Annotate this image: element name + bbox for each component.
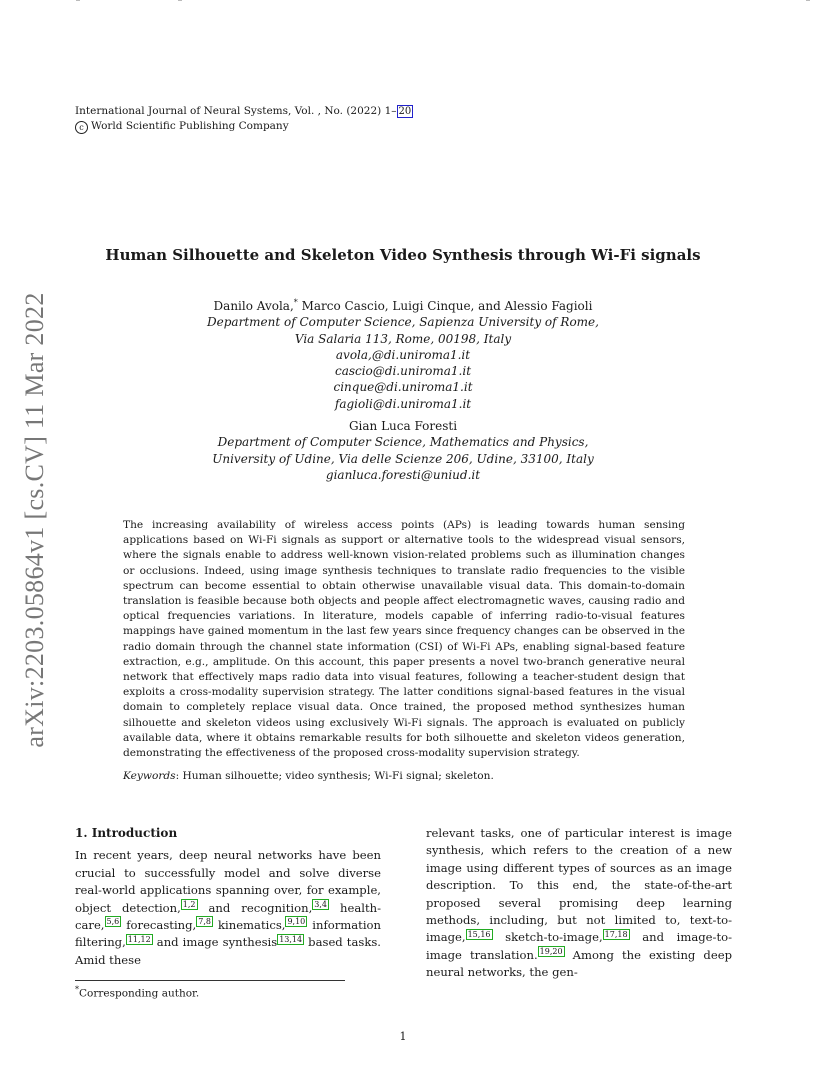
citation-link[interactable]: 19,20 [539, 946, 563, 956]
affiliation: Via Salaria 113, Rome, 00198, Italy [294, 331, 512, 346]
email: gianluca.foresti@uniud.it [325, 467, 481, 482]
journal-line: International Journal of Neural Systems, Vol. , No. (2022) 1– 20 [75, 105, 412, 117]
author-block [0, 295, 806, 483]
footnote-mark: * [75, 985, 79, 994]
section-heading: 1. Introduction [75, 826, 178, 840]
intro-left-column [75, 825, 381, 969]
intro-paragraph: relevant tasks, one of particular interest is image synthesis, which refers to the creation of a new image using different types of sources as an image description. To this end, the state-of-the-art proposed several promising deep learning methods, including, but not limited to, text-to-image, $^{15,16}$ sketch-to-image, $^{17,18}$ and image-to-image translation. $^{19,20}$ Among the existing deep neural networks, the gen- [426, 826, 733, 980]
citation-link[interactable]: 15,16 [467, 929, 491, 939]
citation-link[interactable]: 1,2 [182, 899, 196, 909]
footnote-rule [75, 980, 345, 981]
crop-mark [178, 0, 182, 1]
author-name: Gian Luca Foresti [348, 419, 458, 434]
affiliation: University of Udine, Via delle Scienze 206, Udine, 33100, Italy [212, 451, 594, 466]
affiliation: Department of Computer Science, Mathematics and Physics, [217, 435, 589, 450]
paper-title: Human Silhouette and Skeleton Video Synthesis through Wi-Fi signals [105, 246, 701, 264]
citation-link[interactable]: 13,14 [279, 934, 303, 944]
copyright-line: c World Scientific Publishing Company [75, 119, 413, 134]
citation-link[interactable]: 11,12 [127, 934, 151, 944]
corresponding-star[interactable]: * [293, 298, 298, 307]
citation-link[interactable]: 7,8 [198, 917, 211, 927]
author-names: Danilo Avola,* Marco Cascio, Luigi Cinque, and Alessio Fagioli [213, 298, 593, 313]
copyright-icon: c [75, 121, 88, 134]
intro-right-column [426, 825, 732, 982]
arxiv-stamp: arXiv:2203.05864v1 [cs.CV] 11 Mar 2022 [20, 292, 49, 748]
footnote: *Corresponding author. [75, 985, 200, 1000]
keywords: Keywords: Human silhouette; video synthesis; Wi-Fi signal; skeleton. [123, 770, 494, 782]
citation-link[interactable]: 17,18 [604, 929, 628, 939]
page-number: 1 [399, 1030, 407, 1043]
email: cinque@di.uniroma1.it [333, 380, 473, 395]
affiliation: Department of Computer Science, Sapienza University of Rome, [207, 315, 599, 330]
email: cascio@di.uniroma1.it [334, 364, 472, 379]
intro-paragraph: In recent years, deep neural networks have been crucial to successfully model and solve diverse real-world applications spanning over, for example, object detection, $^{1,2}$ and recognition, $^{3,4}$ health-care, $^{5,6}$ forecasting, $^{7,8}$ kinematics, $^{9,10}$ information filtering, $^{11,12}$ and image synthesis $^{13,14}$ based tasks. Amid these [75, 848, 381, 967]
email: avola,@di.uniroma1.it [335, 347, 471, 362]
email: fagioli@di.uniroma1.it [334, 396, 472, 411]
citation-link[interactable]: 3,4 [314, 899, 328, 909]
keywords-label: Keywords [123, 770, 176, 782]
crop-mark [76, 0, 80, 1]
page-range-link[interactable]: 20 [398, 106, 412, 117]
crop-mark [806, 0, 810, 1]
citation-link[interactable]: 9,10 [287, 917, 306, 927]
abstract: The increasing availability of wireless access points (APs) is leading towards human sensing applications based on Wi-Fi signals as support or alternative tools to the widespread visual sensors, where the signals enable to address well-known vision-related problems such as illumination changes or occlusions. Indeed, using image synthesis techniques to translate radio frequencies to the visible spectrum can become essential to obtain otherwise unavailable visual data. This domain-to-domain translation is feasible because both objects and people affect electromagnetic waves, causing radio and optical frequencies variations. In literature, models capable of inferring radio-to-visual features mappings have gained momentum in the last few years since frequency changes can be observed in the radio domain through the channel state information (CSI) of Wi-Fi APs, enabling signal-based feature extraction, e.g., amplitude. On this account, this paper presents a novel two-branch generative neural network that effectively maps radio data into visual features, following a teacher-student design that exploits a cross-modality supervision strategy. The latter conditions signal-based features in the visual domain to completely replace visual data. Once trained, the proposed method synthesizes human silhouette and skeleton videos using exclusively Wi-Fi signals. The approach is evaluated on publicly available data, where it obtains remarkable results for both silhouette and skeleton videos generation, demonstrating the effectiveness of the proposed cross-modality supervision strategy. [123, 519, 685, 760]
journal-header [75, 104, 413, 134]
citation-link[interactable]: 5,6 [106, 917, 120, 927]
